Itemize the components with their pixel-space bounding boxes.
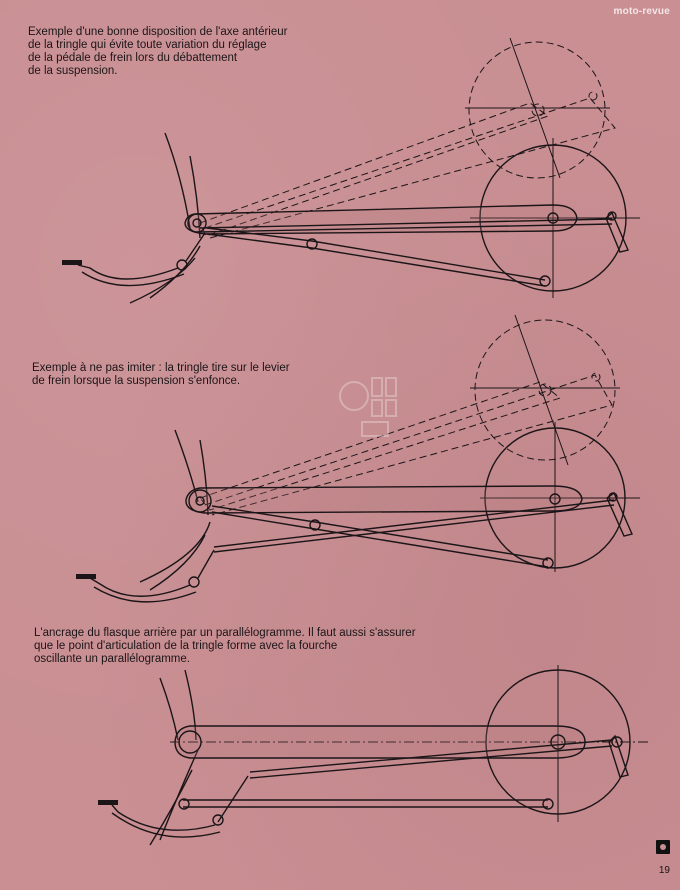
- watermark-logo: [334, 374, 404, 440]
- caption-bad-example: Exemple à ne pas imiter : la tringle tire sur le levier de frein lorsque la suspension s'enfonce.: [32, 362, 290, 387]
- page-number: 19: [658, 865, 670, 876]
- wheel-raised-dashed: [475, 320, 615, 460]
- stop-square-icon: [656, 840, 670, 854]
- diagram-good-disposition: [0, 28, 680, 308]
- wheel-raised-dashed: [469, 42, 605, 178]
- diagram-bad-example: [0, 310, 680, 610]
- swingarm: [186, 486, 582, 513]
- brake-pedal: [112, 805, 215, 830]
- swingarm: [185, 205, 577, 234]
- pedal-pivot: [177, 260, 187, 270]
- publication-name: moto-revue: [613, 6, 670, 17]
- caption-good-example: Exemple d'une bonne disposition de l'axe antérieur de la tringle qui évite toute variation du réglage de la pédale de frein lors du débattement de la suspension.: [28, 26, 288, 77]
- diagram-parallelogram: [0, 650, 680, 850]
- brake-anchor-strut: [207, 228, 545, 280]
- caption-parallelogram: L'ancrage du flasque arrière par un parallélogramme. Il faut aussi s'assurer que le point d'articulation de la tringle forme avec la fourche oscillante un parallélogramme.: [34, 627, 416, 665]
- pedal-pivot: [189, 577, 199, 587]
- frame-tube-front: [165, 133, 190, 228]
- brake-pedal: [78, 265, 178, 279]
- frame-tube-front: [160, 678, 178, 740]
